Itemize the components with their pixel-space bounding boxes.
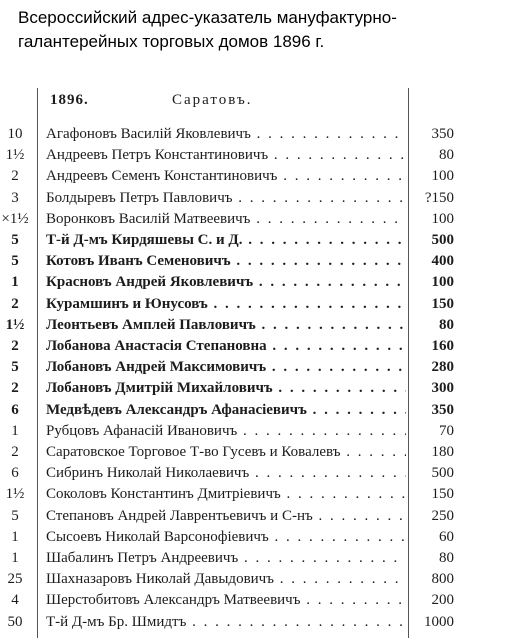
merchant-name: Воронковъ Василій Матвеевичъ . . .: [46, 209, 406, 230]
row-number: 1: [11, 274, 19, 291]
merchant-name: Болдыревъ Петръ Павловичъ . . .: [46, 188, 406, 209]
amount: 200: [431, 592, 454, 609]
list-item: [0, 442, 508, 463]
merchant-name: Красновъ Андрей Яковлевичъ . . .: [46, 272, 406, 293]
row-number: 1½: [5, 147, 25, 164]
amount: 280: [431, 359, 454, 376]
merchant-name: Медвѣдевъ Александръ Афанасіевичъ . . .: [46, 400, 406, 421]
amount: 800: [431, 571, 454, 588]
list-item: [0, 272, 508, 293]
row-number: 6: [11, 401, 19, 418]
list-item: [0, 230, 508, 251]
list-item: [0, 209, 508, 230]
merchant-name: Шерстобитовъ Александръ Матвеевичъ . . .: [46, 590, 406, 611]
list-item: [0, 294, 508, 315]
amount: 350: [431, 126, 454, 142]
list-item: [0, 357, 508, 378]
row-number: 1: [11, 528, 19, 545]
merchant-name: Сысоевъ Николай Варсонофіевичъ . . .: [46, 527, 406, 548]
merchant-name: Котовъ Иванъ Семеновичъ . . .: [46, 251, 406, 272]
list-item: [0, 590, 508, 611]
amount: 60: [439, 528, 454, 545]
row-number: 5: [11, 359, 19, 376]
row-number: 5: [11, 253, 19, 270]
row-number: 25: [7, 571, 23, 588]
list-item: [0, 569, 508, 590]
merchant-name: Саратовское Торговое Т-во Гусевъ и Ковалевъ . . .: [46, 442, 406, 463]
amount: 400: [431, 253, 454, 270]
row-number: 6: [11, 465, 19, 482]
merchant-name: Лобановъ Андрей Максимовичъ . . .: [46, 357, 406, 378]
list-item: [0, 506, 508, 527]
list-item: [0, 484, 508, 505]
merchant-name: Агафоновъ Василій Яковлевичъ . . .: [46, 124, 406, 145]
list-item: [0, 145, 508, 166]
list-item: [0, 188, 508, 209]
row-number: 2: [11, 444, 19, 460]
list-item: [0, 124, 508, 145]
scanned-page: [0, 88, 508, 638]
amount: 300: [431, 380, 454, 397]
list-item: [0, 463, 508, 484]
row-number: 4: [11, 592, 19, 609]
merchant-name: Т-й Д-мъ Бр. Шмидтъ . . .: [46, 612, 406, 633]
amount: 250: [431, 507, 454, 524]
list-item: [0, 400, 508, 421]
row-number: 5: [11, 507, 19, 524]
merchant-name: Лобанова Анастасія Степановна . . .: [46, 336, 406, 357]
list-item: [0, 378, 508, 399]
page-caption: Всероссийский адрес-указатель мануфактурно-галантерейных торговых домов 1896 г.: [18, 8, 397, 51]
amount: 180: [431, 444, 454, 460]
amount: 500: [431, 232, 454, 248]
list-item: [0, 612, 508, 633]
merchant-name: Андреевъ Семенъ Константиновичъ . . .: [46, 166, 406, 187]
row-number: 10: [7, 126, 23, 142]
merchant-name: Курамшинъ и Юнусовъ . . .: [46, 294, 406, 315]
row-number: 1: [11, 422, 19, 439]
amount: ?150: [424, 189, 454, 206]
row-number: 1½: [5, 486, 25, 503]
amount: 70: [439, 422, 454, 439]
merchant-name: Лобановъ Дмитрій Михайловичъ . . .: [46, 378, 406, 399]
header-year: 1896.: [50, 92, 89, 108]
amount: 100: [431, 168, 454, 185]
amount: 1000: [424, 613, 454, 630]
amount: 80: [439, 550, 454, 566]
merchant-name: Степановъ Андрей Лаврентьевичъ и С-нъ . . .: [46, 506, 406, 527]
header-city: Саратовъ.: [172, 92, 253, 108]
amount: 350: [431, 401, 454, 418]
merchant-name: Леонтьевъ Амплей Павловичъ . . .: [46, 315, 406, 336]
row-number: 3: [11, 189, 19, 206]
row-number: 1: [11, 550, 19, 566]
amount: 100: [431, 210, 454, 227]
list-item: [0, 336, 508, 357]
list-item: [0, 251, 508, 272]
list-item: [0, 166, 508, 187]
list-item: [0, 548, 508, 569]
row-number: 2: [11, 168, 19, 185]
list-item: [0, 527, 508, 548]
amount: 100: [431, 274, 454, 291]
row-number: 2: [11, 380, 19, 397]
merchant-name: Андреевъ Петръ Константиновичъ . . .: [46, 145, 406, 166]
amount: 150: [431, 295, 454, 312]
row-number: 2: [11, 295, 19, 312]
amount: 500: [431, 465, 454, 482]
row-number: 1½: [5, 316, 25, 333]
merchant-name: Соколовъ Константинъ Дмитріевичъ . . .: [46, 484, 406, 505]
row-number: 50: [7, 613, 23, 630]
merchant-name: Сибринъ Николай Николаевичъ . . .: [46, 463, 406, 484]
row-number: 2: [11, 338, 19, 354]
merchant-name: Шабалинъ Петръ Андреевичъ . . .: [46, 548, 406, 569]
amount: 80: [439, 147, 454, 164]
row-number: 5: [11, 232, 19, 248]
merchant-name: Рубцовъ Афанасій Ивановичъ . . .: [46, 421, 406, 442]
list-item: [0, 421, 508, 442]
amount: 80: [439, 316, 454, 333]
list-item: [0, 315, 508, 336]
merchant-name: Т-й Д-мъ Кирдяшевы С. и Д. . . .: [46, 230, 406, 251]
amount: 160: [431, 338, 454, 354]
row-number: ×1½: [1, 210, 29, 227]
merchant-name: Шахназаровъ Николай Давыдовичъ . . .: [46, 569, 406, 590]
amount: 150: [431, 486, 454, 503]
